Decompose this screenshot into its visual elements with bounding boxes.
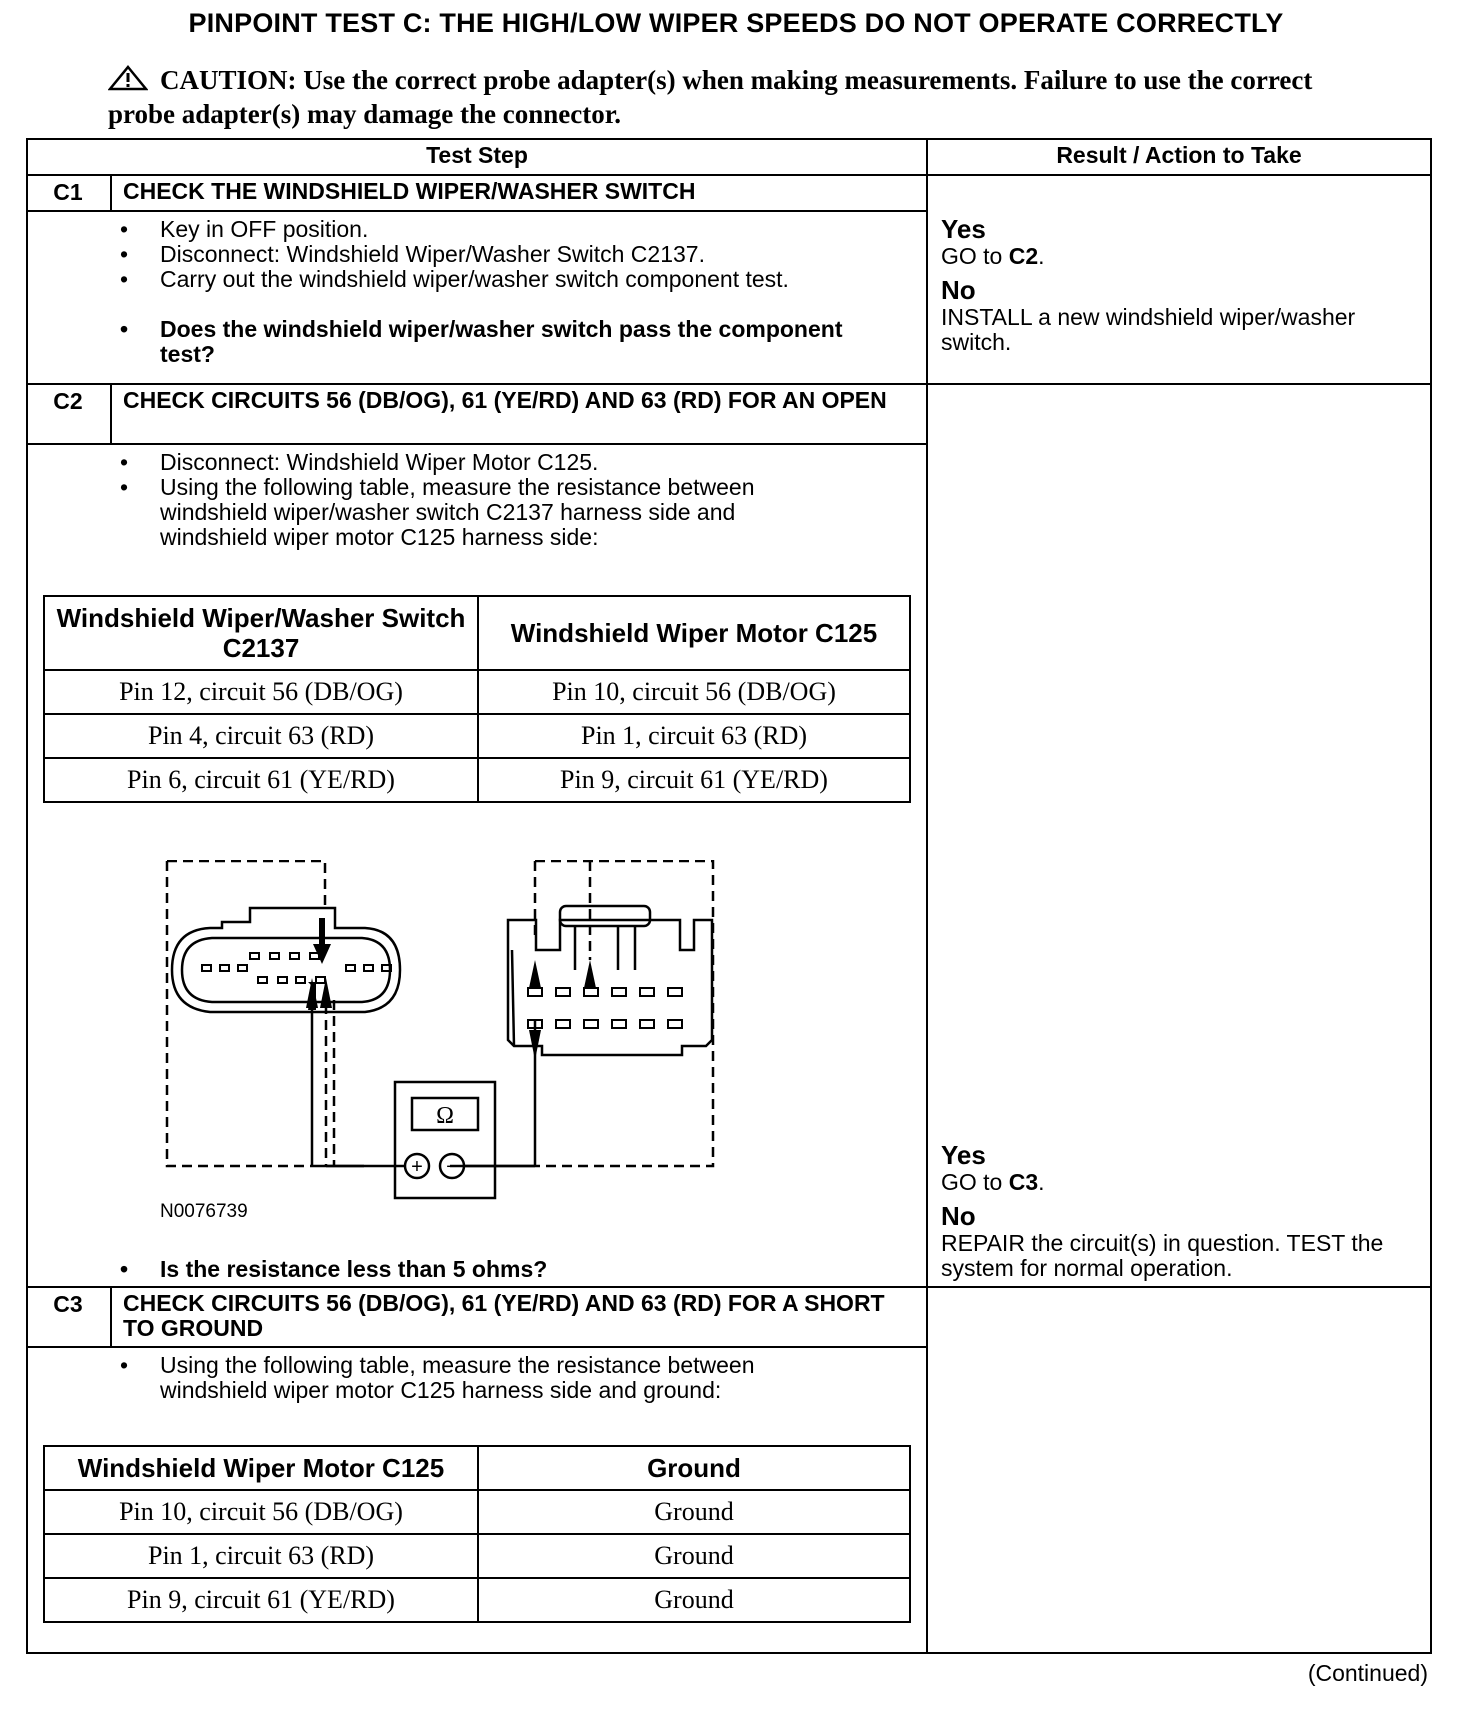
list-item: • Carry out the windshield wiper/washer switch component test. (120, 267, 900, 292)
table-header: Windshield Wiper Motor C125 (44, 1446, 478, 1490)
switch-connector-c2137 (172, 908, 400, 1012)
table-cell: Pin 12, circuit 56 (DB/OG) (44, 670, 478, 714)
step-body-c2 (120, 450, 840, 550)
no-text: REPAIR the circuit(s) in question. TEST the system for normal operation. (941, 1230, 1384, 1281)
table-cell: Pin 1, circuit 63 (RD) (478, 714, 910, 758)
column-header-test-step: Test Step (426, 142, 528, 168)
list-item: • Disconnect: Windshield Wiper Motor C125. (120, 450, 840, 475)
table-cell: Pin 6, circuit 61 (YE/RD) (44, 758, 478, 802)
no-text: INSTALL a new windshield wiper/washer switch. (941, 304, 1356, 355)
connector-diagram (150, 860, 770, 1210)
yes-label: Yes (941, 214, 986, 244)
step-body-c1 (120, 217, 900, 367)
step-heading-c1: CHECK THE WINDSHIELD WIPER/WASHER SWITCH (123, 178, 696, 204)
table-cell: Ground (478, 1490, 910, 1534)
step-id-c1: C1 (53, 179, 83, 205)
table-header: Ground (478, 1446, 910, 1490)
goto-c3-link[interactable]: C3 (1008, 1169, 1039, 1195)
page-title: PINPOINT TEST C: THE HIGH/LOW WIPER SPEEDS DO NOT OPERATE CORRECTLY (188, 8, 1284, 38)
step-id-c2: C2 (53, 388, 83, 414)
motor-pins (528, 988, 682, 1028)
c3-measurement-table (43, 1445, 911, 1623)
column-header-result: Result / Action to Take (1056, 142, 1302, 168)
table-cell: Pin 9, circuit 61 (YE/RD) (478, 758, 910, 802)
caution-note (108, 64, 1348, 130)
table-cell: Pin 1, circuit 63 (RD) (44, 1534, 478, 1578)
caution-text: CAUTION: Use the correct probe adapter(s) when making measurements. Failure to use the correct probe adapter(s) may damage the connector. (108, 65, 1313, 129)
table-cell: Ground (478, 1534, 910, 1578)
table-row (44, 1578, 910, 1622)
step-heading-c3: CHECK CIRCUITS 56 (DB/OG), 61 (YE/RD) AND 63 (RD) FOR A SHORT TO GROUND (123, 1290, 885, 1341)
c2-measurement-table (43, 595, 911, 803)
step-body-c3 (120, 1353, 840, 1403)
list-item: • Using the following table, measure the resistance between windshield wiper motor C125 harness side and ground: (120, 1353, 840, 1403)
step-question-c2-wrap (120, 1257, 900, 1282)
no-label: No (941, 1201, 976, 1231)
result-c2: Yes GO to C3. No REPAIR the circuit(s) in question. TEST the system for normal operation. (941, 1140, 1421, 1281)
yes-text: GO to (941, 243, 1009, 269)
list-item: • Key in OFF position. (120, 217, 900, 242)
ohmmeter (364, 1082, 535, 1198)
yes-text: GO to (941, 1169, 1009, 1195)
warning-triangle-icon (108, 65, 148, 98)
probe-arrows (306, 918, 596, 1060)
minus-terminal: − (446, 1156, 458, 1178)
step-id-c3: C3 (53, 1291, 83, 1317)
table-header: Windshield Wiper Motor C125 (478, 596, 910, 670)
goto-c2-link[interactable]: C2 (1008, 243, 1039, 269)
yes-label: Yes (941, 1140, 986, 1170)
table-row (44, 1490, 910, 1534)
table-cell: Pin 10, circuit 56 (DB/OG) (44, 1490, 478, 1534)
no-label: No (941, 275, 976, 305)
continued-label: (Continued) (1307, 1660, 1428, 1686)
step-heading-c2: CHECK CIRCUITS 56 (DB/OG), 61 (YE/RD) AND 63 (RD) FOR AN OPEN (123, 387, 887, 413)
table-header: Windshield Wiper/Washer Switch C2137 (44, 596, 478, 670)
switch-pins (202, 953, 391, 983)
table-cell: Pin 4, circuit 63 (RD) (44, 714, 478, 758)
figure-id: N0076739 (160, 1201, 248, 1222)
result-c1: Yes GO to C2. No INSTALL a new windshield wiper/washer switch. (941, 214, 1421, 355)
step-question-c1: • Does the windshield wiper/washer switch pass the component test? (120, 317, 900, 367)
table-cell: Pin 10, circuit 56 (DB/OG) (478, 670, 910, 714)
step-question-c2: • Is the resistance less than 5 ohms? (120, 1257, 900, 1282)
table-cell: Pin 9, circuit 61 (YE/RD) (44, 1578, 478, 1622)
table-row (44, 714, 910, 758)
table-row (44, 670, 910, 714)
table-cell: Ground (478, 1578, 910, 1622)
table-row (44, 1534, 910, 1578)
table-row (44, 758, 910, 802)
probe-leads (312, 988, 535, 1166)
plus-terminal: + (411, 1156, 423, 1178)
list-item: • Using the following table, measure the resistance between windshield wiper/washer switch C2137 harness side and windshield wiper motor C125 harness side: (120, 475, 840, 550)
ohm-symbol: Ω (436, 1103, 454, 1129)
list-item: • Disconnect: Windshield Wiper/Washer Switch C2137. (120, 242, 900, 267)
